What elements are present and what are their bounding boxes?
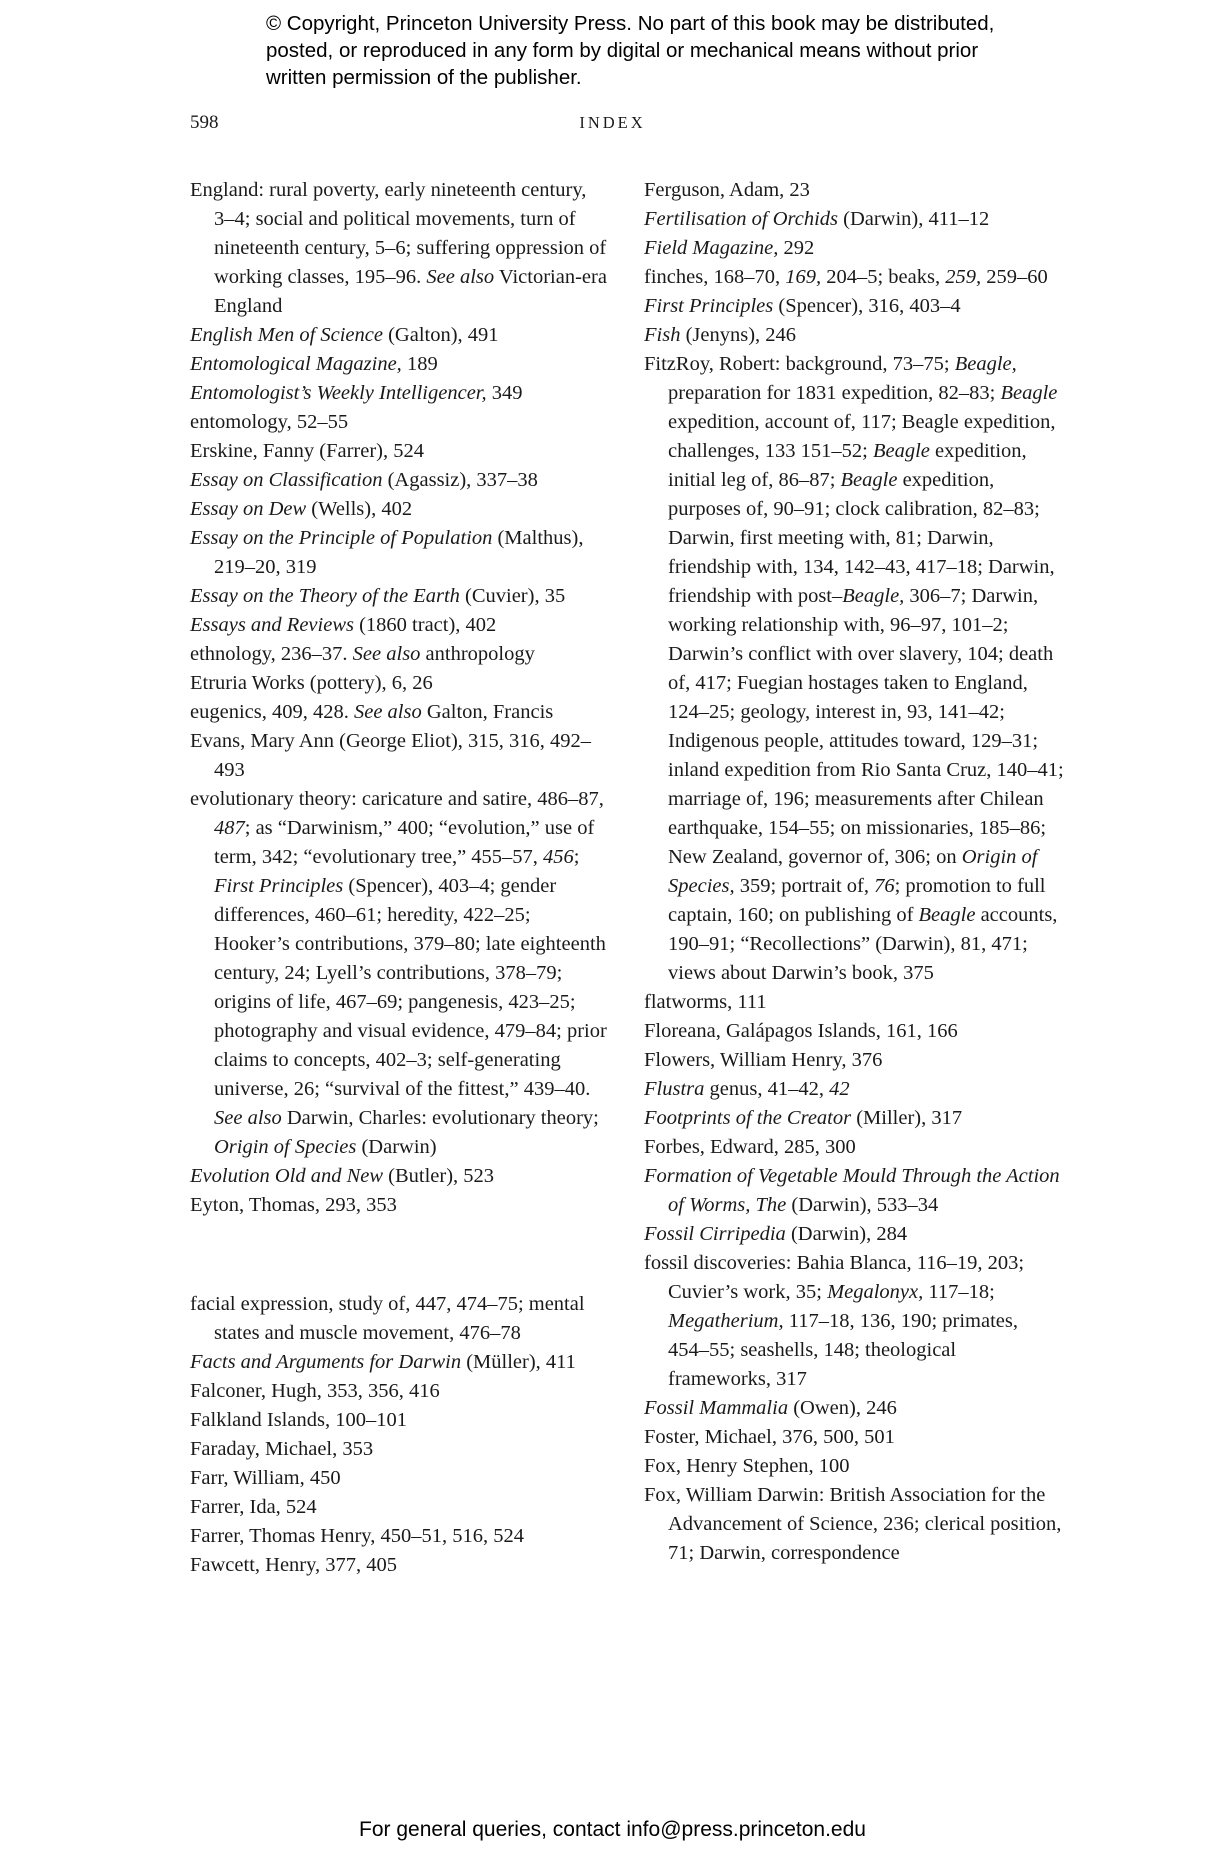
- index-entry: Floreana, Galápagos Islands, 161, 166: [644, 1020, 958, 1042]
- index-column-left: [190, 176, 610, 1580]
- index-entry: Essay on Classification (Agassiz), 337–38: [190, 469, 538, 491]
- index-entry: Forbes, Edward, 285, 300: [644, 1136, 856, 1158]
- index-entry: Falkland Islands, 100–101: [190, 1409, 407, 1431]
- index-entry: Essay on the Theory of the Earth (Cuvier), 35: [190, 585, 566, 607]
- index-entry: Fossil Mammalia (Owen), 246: [644, 1397, 897, 1419]
- index-entry: entomology, 52–55: [190, 411, 349, 433]
- index-entry: Eyton, Thomas, 293, 353: [190, 1194, 397, 1216]
- index-entry: First Principles (Spencer), 316, 403–4: [644, 295, 961, 317]
- index-entry: Evolution Old and New (Butler), 523: [190, 1165, 495, 1187]
- index-entry: Flustra genus, 41–42, 42: [644, 1078, 850, 1100]
- copyright-notice: © Copyright, Princeton University Press. No part of this book may be distributed, posted, or reproduced in any form by digital or mechanical means without prior written permission of the publisher.: [266, 12, 995, 89]
- index-entry: England: rural poverty, early nineteenth century, 3–4; social and political movements, turn of nineteenth century, 5–6; suffering oppression of working classes, 195–96. See also Victorian-era England: [190, 179, 607, 317]
- index-entry: Flowers, William Henry, 376: [644, 1049, 883, 1071]
- index-entry: finches, 168–70, 169, 204–5; beaks, 259, 259–60: [644, 266, 1048, 288]
- index-entry: Fertilisation of Orchids (Darwin), 411–12: [644, 208, 990, 230]
- index-entry: Ferguson, Adam, 23: [644, 179, 810, 201]
- index-entry: Footprints of the Creator (Miller), 317: [644, 1107, 963, 1129]
- index-entry: Etruria Works (pottery), 6, 26: [190, 672, 433, 694]
- index-column-right: [644, 176, 1064, 1568]
- index-entry: Fox, William Darwin: British Association for the Advancement of Science, 236; clerical position, 71; Darwin, correspondence: [644, 1484, 1062, 1564]
- index-entry: Entomologist’s Weekly Intelligencer, 349: [190, 382, 523, 404]
- index-entry: eugenics, 409, 428. See also Galton, Francis: [190, 701, 554, 723]
- index-entry: Field Magazine, 292: [644, 237, 815, 259]
- index-entry: Essay on Dew (Wells), 402: [190, 498, 413, 520]
- index-entry: Essay on the Principle of Population (Malthus), 219–20, 319: [190, 527, 584, 578]
- index-entry: ethnology, 236–37. See also anthropology: [190, 643, 535, 665]
- index-entry: Evans, Mary Ann (George Eliot), 315, 316, 492–493: [190, 730, 592, 781]
- footer-contact: For general queries, contact info@press.princeton.edu: [359, 1818, 866, 1841]
- index-entry: Facts and Arguments for Darwin (Müller), 411: [190, 1351, 576, 1373]
- index-entry: Entomological Magazine, 189: [190, 353, 438, 375]
- index-entry: English Men of Science (Galton), 491: [190, 324, 499, 346]
- index-entry: Formation of Vegetable Mould Through the Action of Worms, The (Darwin), 533–34: [644, 1165, 1060, 1216]
- index-entry: Foster, Michael, 376, 500, 501: [644, 1426, 895, 1448]
- index-section-gap: [190, 1241, 610, 1270]
- index-entry: Essays and Reviews (1860 tract), 402: [190, 614, 497, 636]
- index-entry: FitzRoy, Robert: background, 73–75; Beagle, preparation for 1831 expedition, 82–83; Beagle expedition, account of, 117; Beagle expedition, challenges, 133 151–52; Beagle expedition, initial leg of, 86–87; Beagle expedition, purposes of, 90–91; clock calibration, 82–83; Darwin, first meeting with, 81; Darwin, friendship with, 134, 142–43, 417–18; Darwin, friendship with post–Beagle, 306–7; Darwin, working relationship with, 96–97, 101–2; Darwin’s conflict with over slavery, 104; death of, 417; Fuegian hostages taken to England, 124–25; geology, interest in, 93, 141–42; Indigenous people, attitudes toward, 129–31; inland expedition from Rio Santa Cruz, 140–41; marriage of, 196; measurements after Chilean earthquake, 154–55; on missionaries, 185–86; New Zealand, governor of, 306; on Origin of Species, 359; portrait of, 76; promotion to full captain, 160; on publishing of Beagle accounts, 190–91; “Recollections” (Darwin), 81, 471; views about Darwin’s book, 375: [644, 353, 1064, 984]
- index-entry: Fossil Cirripedia (Darwin), 284: [644, 1223, 908, 1245]
- index-entry: Farrer, Ida, 524: [190, 1496, 317, 1518]
- index-entry: evolutionary theory: caricature and satire, 486–87, 487; as “Darwinism,” 400; “evolution,” use of term, 342; “evolutionary tree,” 455–57, 456; First Principles (Spencer), 403–4; gender differences, 460–61; heredity, 422–25; Hooker’s contributions, 379–80; late eighteenth century, 24; Lyell’s contributions, 378–79; origins of life, 467–69; pangenesis, 423–25; photography and visual evidence, 479–84; prior claims to concepts, 402–3; self-generating universe, 26; “survival of the fittest,” 439–40. See also Darwin, Charles: evolutionary theory; Origin of Species (Darwin): [190, 788, 607, 1158]
- index-entry: Farr, William, 450: [190, 1467, 341, 1489]
- index-entry: Faraday, Michael, 353: [190, 1438, 374, 1460]
- index-entry: Fox, Henry Stephen, 100: [644, 1455, 850, 1477]
- index-entry: Erskine, Fanny (Farrer), 524: [190, 440, 424, 462]
- index-entry: fossil discoveries: Bahia Blanca, 116–19, 203; Cuvier’s work, 35; Megalonyx, 117–18; Megatherium, 117–18, 136, 190; primates, 454–55; seashells, 148; theological frameworks, 317: [644, 1252, 1025, 1390]
- index-entry: facial expression, study of, 447, 474–75; mental states and muscle movement, 476–78: [190, 1293, 585, 1344]
- index-entry: flatworms, 111: [644, 991, 767, 1013]
- index-entry: Fawcett, Henry, 377, 405: [190, 1554, 398, 1576]
- running-head: INDEX: [579, 113, 646, 132]
- index-entry: Falconer, Hugh, 353, 356, 416: [190, 1380, 440, 1402]
- page-number: 598: [190, 112, 219, 133]
- index-entry: Fish (Jenyns), 246: [644, 324, 797, 346]
- index-entry: Farrer, Thomas Henry, 450–51, 516, 524: [190, 1525, 524, 1547]
